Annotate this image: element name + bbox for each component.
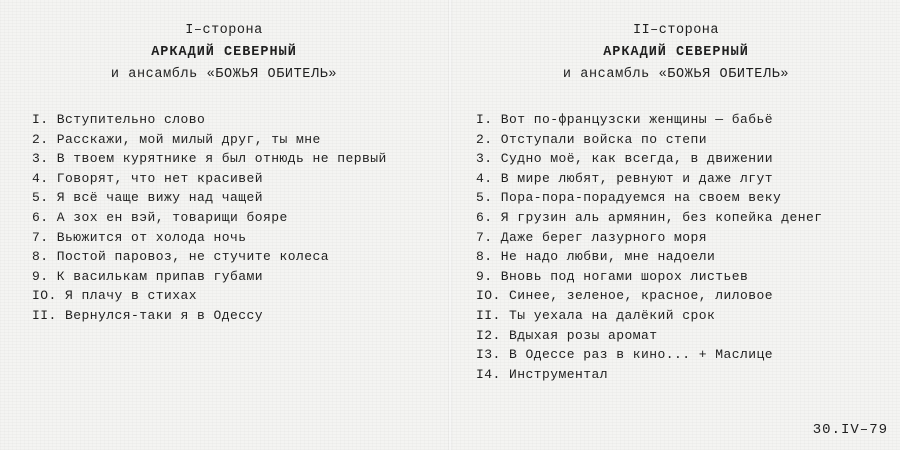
track-item: I2. Вдыхая розы аромат — [476, 327, 658, 343]
side-b-panel — [452, 0, 900, 450]
track-item: 6. А зох ен вэй, товарищи бояре — [32, 209, 288, 225]
track-item: 9. К василькам припав губами — [32, 268, 264, 284]
track-item: 9. Вновь под ногами шорох листьев — [476, 268, 749, 284]
track-item: 5. Пора-пора-порадуемся на своем веку — [476, 190, 782, 206]
track-item: I. Вот по-французски женщины — бабьё — [476, 112, 774, 127]
side-b-header — [452, 20, 900, 86]
track-item: I4. Инструментал — [476, 366, 609, 382]
track-item: II. Ты уехала на далёкий срок — [476, 307, 716, 323]
side-a-artist: АРКАДИЙ СЕВЕРНЫЙ — [151, 45, 297, 60]
track-item: 5. Я всё чаще вижу над чащей — [32, 190, 264, 206]
track-item: 8. Не надо любви, мне надоели — [476, 249, 716, 265]
track-item: 4. Говорят, что нет красивей — [32, 170, 264, 186]
track-item: 6. Я грузин аль армянин, без копейка денег — [476, 209, 823, 225]
side-a-ensemble: и ансамбль «БОЖЬЯ ОБИТЕЛЬ» — [110, 67, 338, 82]
track-item: 3. Судно моё, как всегда, в движении — [476, 151, 774, 167]
track-item: I3. В Одессе раз в кино... + Маслице — [476, 347, 774, 363]
side-b-tracklist — [476, 110, 823, 384]
side-a-panel — [0, 0, 448, 450]
track-item: 4. В мире любят, ревнуют и даже лгут — [476, 170, 774, 186]
side-a-title: I–сторона — [185, 23, 263, 38]
side-b-title: II–сторона — [632, 23, 719, 38]
track-item: 2. Отступали войска по степи — [476, 131, 708, 147]
track-item: I. Вступительно слово — [32, 112, 206, 127]
recording-date: 30.IV–79 — [812, 422, 888, 438]
side-a-header — [0, 20, 448, 86]
track-item: 2. Расскажи, мой милый друг, ты мне — [32, 131, 321, 147]
track-item: 8. Постой паровоз, не стучите колеса — [32, 249, 330, 265]
track-item: 3. В твоем курятнике я был отнюдь не первый — [32, 151, 387, 167]
side-b-ensemble: и ансамбль «БОЖЬЯ ОБИТЕЛЬ» — [562, 67, 790, 82]
track-item: IO. Синее, зеленое, красное, лиловое — [476, 288, 774, 304]
side-b-artist: АРКАДИЙ СЕВЕРНЫЙ — [603, 45, 749, 60]
track-item: 7. Вьюжится от холода ночь — [32, 229, 247, 245]
track-item: II. Вернулся-таки я в Одессу — [32, 307, 264, 323]
side-a-tracklist — [32, 110, 387, 326]
track-item: 7. Даже берег лазурного моря — [476, 229, 708, 245]
track-item: IO. Я плачу в стихах — [32, 288, 198, 304]
